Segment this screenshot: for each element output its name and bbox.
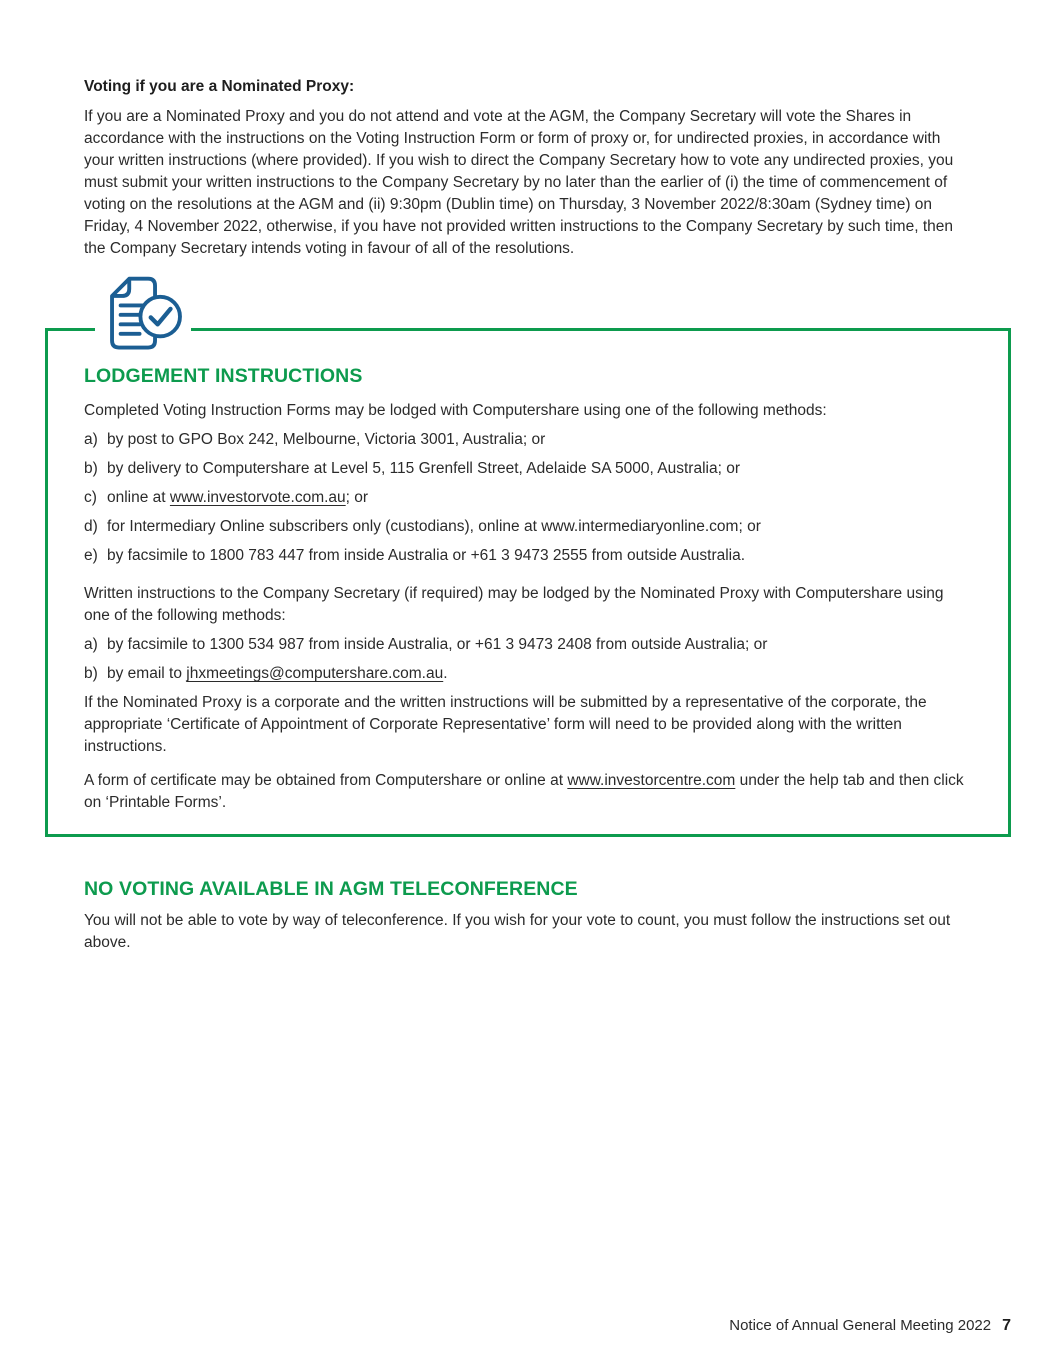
list-item <box>84 634 970 656</box>
list-item-text: by facsimile to 1800 783 447 from inside Australia or +61 3 9473 2555 from outside Australia. <box>107 547 746 564</box>
lodgement-instructions-box <box>45 328 1011 837</box>
list-item <box>84 458 970 480</box>
list-item-text <box>107 487 970 509</box>
teleconference-section <box>84 877 984 954</box>
document-check-icon-svg <box>100 275 186 353</box>
list-item <box>84 487 970 509</box>
list-item-text: by facsimile to 1300 534 987 from inside Australia, or +61 3 9473 2408 from outside Australia; or <box>107 636 768 653</box>
list-item-label: c) <box>84 489 97 506</box>
list-item-text-pre: online at <box>107 489 170 506</box>
list-item-text-post: ; or <box>345 489 369 506</box>
teleconference-body: You will not be able to vote by way of teleconference. If you wish for your vote to count, you must follow the instructions set out above. <box>84 912 951 951</box>
document-check-icon <box>95 275 191 357</box>
page-number: 7 <box>1002 1317 1011 1334</box>
certificate-note <box>84 770 970 814</box>
list-item <box>84 516 970 538</box>
corporate-note: If the Nominated Proxy is a corporate and the written instructions will be submitted by a representative of the corporate, the appropriate ‘Certificate of Appointment of Corporate Representative’ form will need to be provided along with the written instructions. <box>84 694 927 755</box>
nominated-proxy-section <box>84 76 974 260</box>
lodgement-heading: LODGEMENT INSTRUCTIONS <box>84 365 363 387</box>
list-item-text: by post to GPO Box 242, Melbourne, Victoria 3001, Australia; or <box>107 431 546 448</box>
list-item <box>84 545 970 567</box>
list-item-label: a) <box>84 636 98 653</box>
list-item-text: for Intermediary Online subscribers only (custodians), online at www.intermediaryonline.com; or <box>107 518 761 535</box>
written-instructions-intro: Written instructions to the Company Secretary (if required) may be lodged by the Nominated Proxy with Computershare using one of the following methods: <box>84 585 944 624</box>
lodgement-intro: Completed Voting Instruction Forms may be lodged with Computershare using one of the following methods: <box>84 402 827 419</box>
teleconference-heading: NO VOTING AVAILABLE IN AGM TELECONFERENCE <box>84 878 578 900</box>
nominated-proxy-heading: Voting if you are a Nominated Proxy: <box>84 78 355 95</box>
email-link[interactable]: jhxmeetings@computershare.com.au <box>186 665 444 682</box>
page-footer <box>729 1317 1011 1335</box>
certificate-note-pre: A form of certificate may be obtained from Computershare or online at <box>84 772 568 789</box>
investorcentre-link[interactable]: www.investorcentre.com <box>567 772 736 789</box>
list-item <box>84 429 970 451</box>
list-item-text-post: . <box>443 665 448 682</box>
list-item-text <box>107 663 970 685</box>
footer-title: Notice of Annual General Meeting 2022 <box>729 1317 992 1334</box>
list-item-label: b) <box>84 665 98 682</box>
nominated-proxy-body: If you are a Nominated Proxy and you do not attend and vote at the AGM, the Company Secretary will vote the Shares in accordance with the instructions on the Voting Instruction Form or form of proxy or, for undirected proxies, in accordance with your written instructions (where provided). If you wish to direct the Company Secretary how to vote any undirected proxies, you must submit your written instructions to the Company Secretary by no later than the earlier of (i) the time of commencement of voting on the resolutions at the AGM and (ii) 9:30pm (Dublin time) on Thursday, 3 November 2022/8:30am (Sydney time) on Friday, 4 November 2022, otherwise, if you have not provided written instructions to the Company Secretary by such time, then the Company Secretary intends voting in favour of all of the resolutions. <box>84 108 954 257</box>
list-item-label: b) <box>84 460 98 477</box>
list-item-label: a) <box>84 431 98 448</box>
investorvote-link[interactable]: www.investorvote.com.au <box>169 489 346 506</box>
list-item-label: e) <box>84 547 98 564</box>
list-item-label: d) <box>84 518 98 535</box>
list-item-text-pre: by email to <box>107 665 187 682</box>
certificate-note-post: under the help tab and then click on ‘Printable Forms’. <box>84 772 964 811</box>
list-item <box>84 663 970 685</box>
list-item-text: by delivery to Computershare at Level 5, 115 Grenfell Street, Adelaide SA 5000, Australia; or <box>107 460 740 477</box>
